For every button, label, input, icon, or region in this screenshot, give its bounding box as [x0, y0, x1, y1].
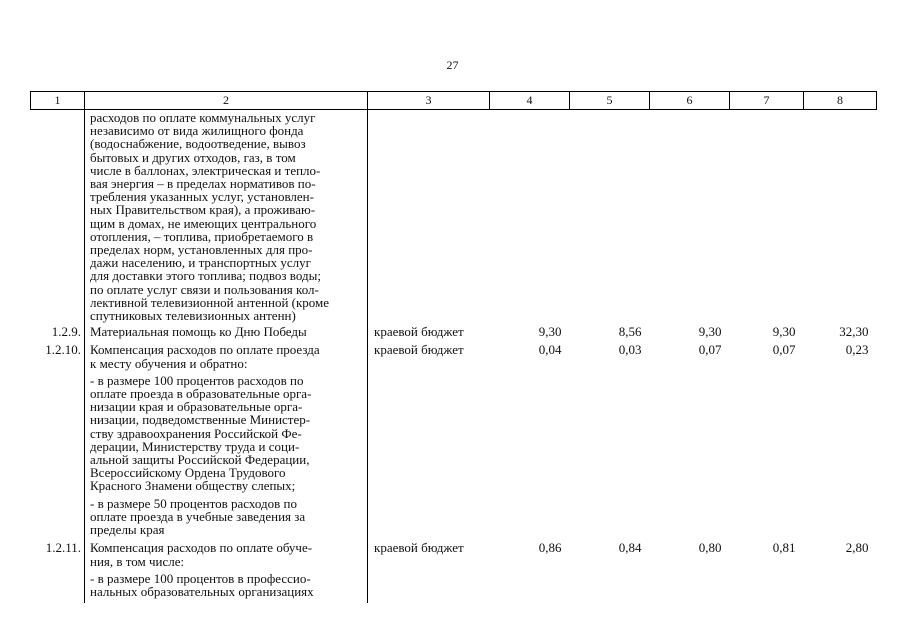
row-sub-item-2: - в размере 50 процентов расходов по оплате проезда в учебные заведения за пределы края	[90, 495, 306, 538]
table-row	[31, 343, 877, 541]
header-row	[31, 92, 877, 110]
cell-col-8	[804, 110, 877, 326]
header-col-8: 8	[804, 92, 877, 110]
row-value-8: 32,30	[839, 324, 869, 340]
row-code: 1.2.11.	[45, 540, 81, 556]
row-value-4: 9,30	[538, 324, 562, 340]
row-value-7: 0,07	[772, 342, 796, 358]
cell-col-4	[490, 110, 570, 326]
row-budget: краевой бюджет	[374, 342, 464, 358]
cell-col-5	[570, 110, 650, 326]
header-col-5: 5	[570, 92, 650, 110]
cell-col-6	[650, 110, 730, 326]
header-col-7: 7	[730, 92, 804, 110]
header-col-2: 2	[85, 92, 368, 110]
cell-code	[31, 110, 85, 326]
header-col-4: 4	[490, 92, 570, 110]
table-row	[31, 325, 877, 343]
cell-col-7	[730, 110, 804, 326]
row-description-text: Компенсация расходов по оплате обуче- ния, в том числе:	[90, 540, 313, 569]
row-budget: краевой бюджет	[374, 540, 464, 556]
row-budget: краевой бюджет	[374, 324, 464, 340]
row-sub-item-1: - в размере 100 процентов в профессио- нальных образовательных организациях	[90, 570, 314, 599]
row-value-5: 0,84	[618, 540, 642, 556]
row-value-6: 0,80	[698, 540, 722, 556]
row-sub-item-1: - в размере 100 процентов расходов по оплате проезда в образовательные орга- низации края и образовательные орга- низации, подведомственные Министер- ству здравоохранения Российской Фе- дерации, Министерству труда и соци- альной защиты Российской Федерации, Всероссийскому Ордена Трудового Красного Знамени обществу слепых;	[90, 372, 312, 494]
row-value-6: 0,07	[698, 342, 722, 358]
cell-budget	[368, 110, 490, 326]
header-col-3: 3	[368, 92, 490, 110]
row-value-5: 0,03	[618, 342, 642, 358]
row-description-text: Материальная помощь ко Дню Победы	[90, 324, 307, 340]
row-value-4: 0,04	[538, 342, 562, 358]
row-code: 1.2.9.	[51, 324, 81, 340]
table-row	[31, 541, 877, 603]
row-value-7: 0,81	[772, 540, 796, 556]
row-description	[85, 325, 368, 343]
continuation-text: расходов по оплате коммунальных услуг независимо от вида жилищного фонда (водоснабжение, водоотведение, вывоз бытовых и других отходов, газ, в том числе в баллонах, электрическая и тепло- вая энергия – в пределах нормативов по- требления указанных услуг, установлен- ных Правительством края), а проживаю- щим в домах, не имеющих центрального отопления, – топлива, приобретаемого в пределах норм, установленных для про- дажи населению, и транспортных услуг для доставки этого топлива; подвоз воды; по оплате услуг связи и пользования кол- лективной телевизионной антенной (кроме спутниковых телевизионных антенн)	[90, 110, 330, 324]
page-number: 27	[446, 58, 459, 72]
row-value-4: 0,86	[538, 540, 562, 556]
budget-table	[30, 91, 877, 603]
row-code: 1.2.10.	[45, 342, 81, 358]
header-col-6: 6	[650, 92, 730, 110]
cell-description	[85, 110, 368, 326]
row-description-text: Компенсация расходов по оплате проезда к месту обучения и обратно:	[90, 342, 320, 371]
row-value-8: 0,23	[845, 342, 869, 358]
row-value-7: 9,30	[772, 324, 796, 340]
header-col-1: 1	[31, 92, 85, 110]
row-value-5: 8,56	[618, 324, 642, 340]
row-value-6: 9,30	[698, 324, 722, 340]
row-description	[85, 541, 368, 603]
table-row-continuation	[31, 110, 877, 326]
row-description	[85, 343, 368, 541]
row-value-8: 2,80	[845, 540, 869, 556]
